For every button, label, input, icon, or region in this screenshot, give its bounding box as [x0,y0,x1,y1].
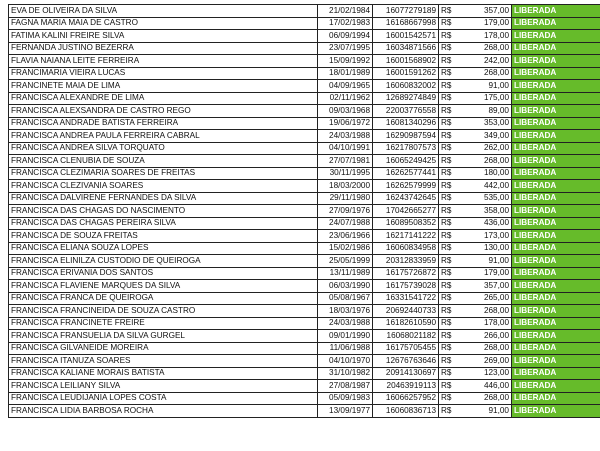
cell-currency: R$ [439,305,458,318]
cell-value: 357,00 [457,5,512,18]
cell-currency: R$ [439,280,458,293]
cell-id: 16077279189 [373,5,439,18]
cell-status-badge: LIBERADA [512,80,600,93]
table-row [9,180,600,193]
cell-name: FRANCINETE MAIA DE LIMA [9,80,318,93]
cell-name: FERNANDA JUSTINO BEZERRA [9,42,318,55]
cell-date: 13/11/1989 [318,267,373,280]
cell-id: 16001542571 [373,30,439,43]
cell-status-badge: LIBERADA [512,405,600,418]
beneficiary-table [8,4,600,418]
cell-name: FRANCISCA FRANCINEIDA DE SOUZA CASTRO [9,305,318,318]
cell-name: FRANCISCA FRANSUELIA DA SILVA GURGEL [9,330,318,343]
cell-currency: R$ [439,205,458,218]
cell-value: 179,00 [457,17,512,30]
cell-value: 269,00 [457,355,512,368]
table-row [9,192,600,205]
cell-status-badge: LIBERADA [512,55,600,68]
cell-id: 16175705455 [373,342,439,355]
cell-currency: R$ [439,217,458,230]
cell-name: FRANCISCA LIDIA BARBOSA ROCHA [9,405,318,418]
table-row [9,367,600,380]
cell-currency: R$ [439,130,458,143]
cell-value: 446,00 [457,380,512,393]
cell-name: FRANCISCA ALEXANDRE DE LIMA [9,92,318,105]
table-row [9,217,600,230]
cell-date: 06/03/1990 [318,280,373,293]
cell-id: 16262579999 [373,180,439,193]
cell-id: 16331541722 [373,292,439,305]
cell-id: 16243742645 [373,192,439,205]
cell-status-badge: LIBERADA [512,192,600,205]
cell-currency: R$ [439,92,458,105]
cell-name: FRANCISCA LEILIANY SILVA [9,380,318,393]
table-row [9,80,600,93]
table-row [9,167,600,180]
cell-id: 16175739028 [373,280,439,293]
cell-name: FRANCISCA CLEZIMARIA SOARES DE FREITAS [9,167,318,180]
table-row [9,342,600,355]
cell-status-badge: LIBERADA [512,392,600,405]
cell-id: 16089508352 [373,217,439,230]
cell-value: 175,00 [457,92,512,105]
cell-currency: R$ [439,67,458,80]
cell-id: 16068021182 [373,330,439,343]
cell-id: 16217807573 [373,142,439,155]
cell-status-badge: LIBERADA [512,355,600,368]
table-row [9,67,600,80]
cell-id: 16290987594 [373,130,439,143]
cell-id: 12676763646 [373,355,439,368]
cell-date: 09/01/1990 [318,330,373,343]
cell-value: 91,00 [457,255,512,268]
cell-status-badge: LIBERADA [512,42,600,55]
cell-id: 16081340296 [373,117,439,130]
cell-date: 05/09/1983 [318,392,373,405]
cell-name: FRANCISCA ELIANA SOUZA LOPES [9,242,318,255]
cell-name: FRANCISCA GILVANEIDE MOREIRA [9,342,318,355]
cell-value: 130,00 [457,242,512,255]
cell-status-badge: LIBERADA [512,330,600,343]
cell-value: 442,00 [457,180,512,193]
cell-date: 06/09/1994 [318,30,373,43]
cell-id: 20914130697 [373,367,439,380]
cell-status-badge: LIBERADA [512,267,600,280]
cell-name: FATIMA KALINI FREIRE SILVA [9,30,318,43]
cell-value: 268,00 [457,342,512,355]
cell-value: 268,00 [457,392,512,405]
cell-value: 268,00 [457,155,512,168]
cell-currency: R$ [439,267,458,280]
cell-date: 17/02/1983 [318,17,373,30]
cell-date: 18/03/1976 [318,305,373,318]
table-row [9,30,600,43]
cell-id: 20312833959 [373,255,439,268]
cell-id: 16168667998 [373,17,439,30]
cell-currency: R$ [439,405,458,418]
cell-name: FRANCISCA FRANCINETE FREIRE [9,317,318,330]
cell-status-badge: LIBERADA [512,205,600,218]
table-row [9,355,600,368]
table-row [9,5,600,18]
cell-name: FRANCISCA DAS CHAGAS DO NASCIMENTO [9,205,318,218]
cell-name: FRANCISCA DALVIRENE FERNANDES DA SILVA [9,192,318,205]
cell-id: 16060834958 [373,242,439,255]
cell-status-badge: LIBERADA [512,142,600,155]
cell-name: FRANCISCA FRANCA DE QUEIROGA [9,292,318,305]
table-row [9,242,600,255]
cell-date: 04/10/1970 [318,355,373,368]
cell-status-badge: LIBERADA [512,117,600,130]
cell-name: FRANCISCA DAS CHAGAS PEREIRA SILVA [9,217,318,230]
cell-status-badge: LIBERADA [512,380,600,393]
cell-id: 16001568902 [373,55,439,68]
cell-name: FRANCISCA ERIVANIA DOS SANTOS [9,267,318,280]
cell-currency: R$ [439,230,458,243]
cell-date: 05/08/1967 [318,292,373,305]
cell-name: FRANCISCA ITANUZA SOARES [9,355,318,368]
cell-name: FRANCISCA CLEZIVANIA SOARES [9,180,318,193]
cell-date: 30/11/1995 [318,167,373,180]
cell-status-badge: LIBERADA [512,342,600,355]
cell-value: 123,00 [457,367,512,380]
cell-status-badge: LIBERADA [512,30,600,43]
cell-name: FRANCISCA ANDREA PAULA FERREIRA CABRAL [9,130,318,143]
cell-name: FRANCISCA KALIANE MORAIS BATISTA [9,367,318,380]
cell-id: 16066257952 [373,392,439,405]
cell-id: 16060836713 [373,405,439,418]
cell-value: 178,00 [457,30,512,43]
table-row [9,330,600,343]
cell-name: FLAVIA NAIANA LEITE FERREIRA [9,55,318,68]
cell-date: 31/10/1982 [318,367,373,380]
cell-status-badge: LIBERADA [512,180,600,193]
cell-currency: R$ [439,242,458,255]
cell-status-badge: LIBERADA [512,92,600,105]
cell-currency: R$ [439,392,458,405]
cell-date: 24/03/1988 [318,317,373,330]
cell-date: 19/06/1972 [318,117,373,130]
cell-id: 16175726872 [373,267,439,280]
cell-name: FRANCISCA DE SOUZA FREITAS [9,230,318,243]
cell-name: FAGNA MARIA MAIA DE CASTRO [9,17,318,30]
table-row [9,55,600,68]
cell-currency: R$ [439,42,458,55]
table-row [9,230,600,243]
cell-id: 16217141222 [373,230,439,243]
cell-currency: R$ [439,117,458,130]
cell-status-badge: LIBERADA [512,5,600,18]
cell-currency: R$ [439,80,458,93]
cell-value: 89,00 [457,105,512,118]
cell-status-badge: LIBERADA [512,105,600,118]
cell-name: FRANCISCA ANDREA SILVA TORQUATO [9,142,318,155]
cell-value: 353,00 [457,117,512,130]
cell-date: 21/02/1984 [318,5,373,18]
cell-id: 20692440733 [373,305,439,318]
cell-value: 535,00 [457,192,512,205]
table-row [9,317,600,330]
table-row [9,380,600,393]
cell-currency: R$ [439,180,458,193]
table-row [9,117,600,130]
cell-name: FRANCIMARIA VIEIRA LUCAS [9,67,318,80]
cell-value: 265,00 [457,292,512,305]
cell-currency: R$ [439,292,458,305]
cell-id: 16001591262 [373,67,439,80]
cell-date: 04/10/1991 [318,142,373,155]
cell-date: 15/02/1986 [318,242,373,255]
cell-status-badge: LIBERADA [512,292,600,305]
cell-currency: R$ [439,367,458,380]
cell-date: 09/03/1968 [318,105,373,118]
cell-name: FRANCISCA FLAVIENE MARQUES DA SILVA [9,280,318,293]
cell-id: 22003776558 [373,105,439,118]
cell-status-badge: LIBERADA [512,130,600,143]
cell-value: 357,00 [457,280,512,293]
cell-currency: R$ [439,167,458,180]
cell-status-badge: LIBERADA [512,242,600,255]
cell-status-badge: LIBERADA [512,305,600,318]
cell-status-badge: LIBERADA [512,255,600,268]
table-row [9,130,600,143]
cell-name: EVA DE OLIVEIRA DA SILVA [9,5,318,18]
cell-value: 262,00 [457,142,512,155]
cell-date: 24/07/1988 [318,217,373,230]
cell-status-badge: LIBERADA [512,217,600,230]
cell-currency: R$ [439,192,458,205]
cell-value: 358,00 [457,205,512,218]
cell-value: 180,00 [457,167,512,180]
table-row [9,42,600,55]
cell-date: 23/07/1995 [318,42,373,55]
cell-status-badge: LIBERADA [512,367,600,380]
cell-date: 02/11/1962 [318,92,373,105]
cell-status-badge: LIBERADA [512,167,600,180]
cell-value: 91,00 [457,405,512,418]
cell-date: 11/06/1988 [318,342,373,355]
table-row [9,105,600,118]
cell-currency: R$ [439,105,458,118]
table-row [9,205,600,218]
cell-currency: R$ [439,330,458,343]
cell-date: 15/09/1992 [318,55,373,68]
cell-name: FRANCISCA CLENUBIA DE SOUZA [9,155,318,168]
table-row [9,17,600,30]
cell-value: 179,00 [457,267,512,280]
cell-currency: R$ [439,55,458,68]
cell-date: 27/08/1987 [318,380,373,393]
cell-id: 16034871566 [373,42,439,55]
table-row [9,267,600,280]
cell-status-badge: LIBERADA [512,17,600,30]
cell-date: 04/09/1965 [318,80,373,93]
cell-value: 268,00 [457,305,512,318]
table-body [9,5,600,418]
table-row [9,255,600,268]
cell-id: 16262577441 [373,167,439,180]
cell-id: 20463919113 [373,380,439,393]
cell-id: 16182610590 [373,317,439,330]
cell-name: FRANCISCA ELINILZA CUSTODIO DE QUEIROGA [9,255,318,268]
table-row [9,305,600,318]
cell-currency: R$ [439,155,458,168]
cell-date: 18/03/2000 [318,180,373,193]
cell-currency: R$ [439,17,458,30]
cell-date: 13/09/1977 [318,405,373,418]
cell-value: 173,00 [457,230,512,243]
cell-id: 16060832002 [373,80,439,93]
cell-date: 29/11/1980 [318,192,373,205]
cell-status-badge: LIBERADA [512,67,600,80]
cell-currency: R$ [439,30,458,43]
table-row [9,392,600,405]
cell-currency: R$ [439,380,458,393]
cell-currency: R$ [439,317,458,330]
cell-currency: R$ [439,255,458,268]
cell-value: 242,00 [457,55,512,68]
cell-currency: R$ [439,142,458,155]
cell-date: 25/05/1999 [318,255,373,268]
cell-id: 16065249425 [373,155,439,168]
table-row [9,155,600,168]
cell-status-badge: LIBERADA [512,230,600,243]
cell-value: 91,00 [457,80,512,93]
cell-date: 27/09/1976 [318,205,373,218]
cell-id: 12689274849 [373,92,439,105]
cell-date: 27/07/1981 [318,155,373,168]
cell-value: 178,00 [457,317,512,330]
table-row [9,405,600,418]
cell-date: 24/03/1988 [318,130,373,143]
cell-currency: R$ [439,342,458,355]
table-row [9,292,600,305]
table-row [9,280,600,293]
cell-value: 268,00 [457,67,512,80]
cell-status-badge: LIBERADA [512,280,600,293]
cell-status-badge: LIBERADA [512,317,600,330]
cell-status-badge: LIBERADA [512,155,600,168]
cell-currency: R$ [439,355,458,368]
table-row [9,92,600,105]
cell-value: 268,00 [457,42,512,55]
cell-date: 23/06/1966 [318,230,373,243]
cell-name: FRANCISCA LEUDIJANIA LOPES COSTA [9,392,318,405]
cell-value: 266,00 [457,330,512,343]
cell-name: FRANCISCA ALEXSANDRA DE CASTRO REGO [9,105,318,118]
cell-value: 349,00 [457,130,512,143]
table-row [9,142,600,155]
cell-currency: R$ [439,5,458,18]
cell-value: 436,00 [457,217,512,230]
cell-name: FRANCISCA ANDRADE BATISTA FERREIRA [9,117,318,130]
cell-id: 17042665277 [373,205,439,218]
cell-date: 18/01/1989 [318,67,373,80]
